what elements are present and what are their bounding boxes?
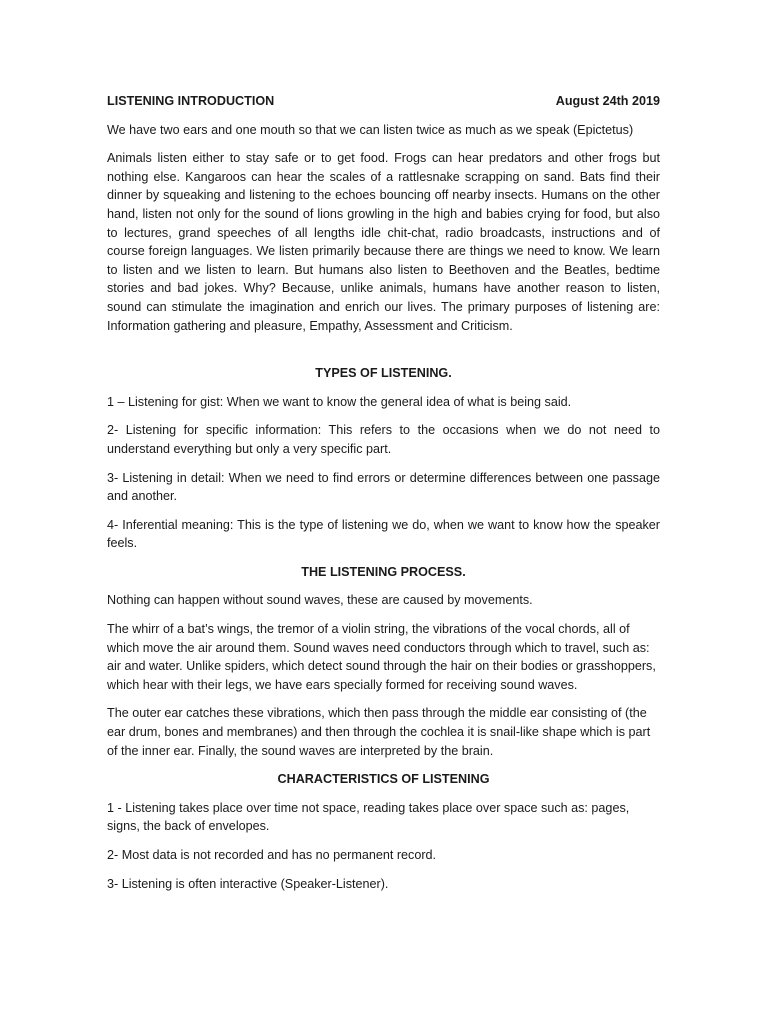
process-paragraph-3: The outer ear catches these vibrations, which then pass through the middle ear consisting of (the ear drum, bones and membranes) and then through the cochlea it is snail-like shape which is part of the inner ear. Finally, the sound waves are interpreted by the brain.	[107, 706, 651, 758]
characteristics-heading: CHARACTERISTICS OF LISTENING	[277, 772, 490, 787]
document-header	[107, 92, 660, 111]
types-item-2: 2- Listening for specific information: This refers to the occasions when we do not need to understand everything but only a very specific part.	[107, 423, 660, 456]
characteristics-item-2: 2- Most data is not recorded and has no permanent record.	[107, 848, 437, 862]
document-date: August 24th 2019	[555, 94, 660, 108]
document-title: LISTENING INTRODUCTION	[107, 94, 275, 108]
intro-paragraph: Animals listen either to stay safe or to get food. Frogs can hear predators and other frogs but nothing else. Kangaroos can hear the scales of a rattlesnake scrapping on sand. Bats find their dinner by squeaking and listening to the echoes bouncing off nearby insects. Humans on the other hand, listen not only for the sound of lions growling in the high and babies crying for food, but also to lectures, grand speeches of all lengths idle chit-chat, radio broadcasts, instructions and of course foreign languages. We listen primarily because there are things we need to know. We learn to listen and we listen to learn. But humans also listen to Beethoven and the Beatles, bedtime stories and bad jokes. Why? Because, unlike animals, humans have another reason to listen, sound can stimulate the imagination and enrich our lives. The primary purposes of listening are: Information gathering and pleasure, Empathy, Assessment and Criticism.	[107, 151, 660, 333]
types-item-3: 3- Listening in detail: When we need to find errors or determine differences between one passage and another.	[107, 470, 660, 504]
characteristics-item-1: 1 - Listening takes place over time not space, reading takes place over space such as: pages, signs, the back of envelopes.	[107, 800, 630, 834]
process-heading: THE LISTENING PROCESS.	[301, 564, 466, 579]
process-paragraph-2: The whirr of a bat’s wings, the tremor of a violin string, the vibrations of the vocal chords, all of which move the air around them. Sound waves need conductors through which to travel, such as: air and water. Unlike spiders, which detect sound through the hair on their bodies or grasshoppers, which hear with their legs, we have ears specially formed for receiving sound waves.	[107, 622, 656, 692]
types-heading: TYPES OF LISTENING.	[315, 366, 452, 381]
document-page	[107, 92, 660, 903]
characteristics-item-3: 3- Listening is often interactive (Speaker-Listener).	[107, 876, 389, 891]
types-item-1: 1 – Listening for gist: When we want to know the general idea of what is being said.	[107, 394, 572, 409]
types-item-4: 4- Inferential meaning: This is the type of listening we do, when we want to know how the speaker feels.	[107, 517, 660, 551]
process-paragraph-1: Nothing can happen without sound waves, these are caused by movements.	[107, 593, 533, 608]
epictetus-quote: We have two ears and one mouth so that we can listen twice as much as we speak (Epictetus)	[107, 122, 634, 137]
